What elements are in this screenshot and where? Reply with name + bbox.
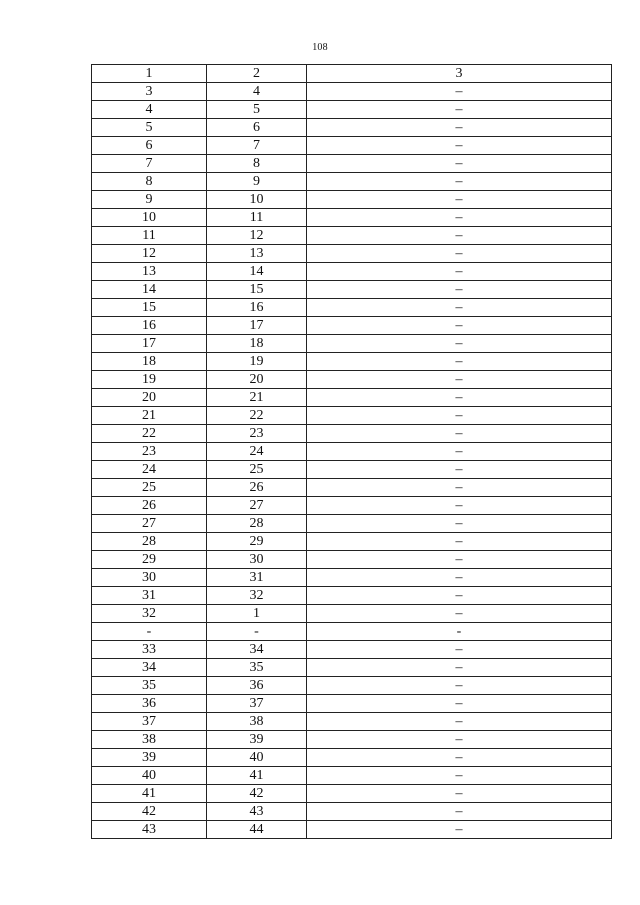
table-row [92, 389, 612, 407]
table-cell-col1: 24 [92, 461, 207, 479]
table-cell-col1: 33 [92, 641, 207, 659]
table-cell-col2: 7 [207, 137, 307, 155]
table-cell-col3: – [307, 587, 612, 605]
table-cell-col3: – [307, 677, 612, 695]
table-cell-col3: – [307, 209, 612, 227]
table-cell-col3: – [307, 497, 612, 515]
table-cell-col1: 36 [92, 695, 207, 713]
table-cell-col2: 30 [207, 551, 307, 569]
table-cell-col1: 18 [92, 353, 207, 371]
table-row [92, 659, 612, 677]
table-cell-col3: – [307, 767, 612, 785]
table-cell-col1: 9 [92, 191, 207, 209]
table-cell-col3: – [307, 245, 612, 263]
table-cell-col3: – [307, 425, 612, 443]
table-cell-col2: 14 [207, 263, 307, 281]
table-cell-col2: 41 [207, 767, 307, 785]
table-row [92, 533, 612, 551]
table-cell-col3: – [307, 695, 612, 713]
table-cell-col3: – [307, 119, 612, 137]
table-cell-col2: 29 [207, 533, 307, 551]
table-cell-col1: 43 [92, 821, 207, 839]
table-row [92, 785, 612, 803]
table-cell-col1: 22 [92, 425, 207, 443]
table-cell-col3: – [307, 281, 612, 299]
table-row [92, 767, 612, 785]
table-cell-col3: – [307, 155, 612, 173]
table-cell-col2: 39 [207, 731, 307, 749]
table-cell-col3: – [307, 83, 612, 101]
table-row [92, 515, 612, 533]
table-cell-col3: – [307, 263, 612, 281]
table-cell-col2: 10 [207, 191, 307, 209]
table-cell-col1: 5 [92, 119, 207, 137]
table-row [92, 227, 612, 245]
table-cell-col3: – [307, 227, 612, 245]
table-cell-col2: 13 [207, 245, 307, 263]
table-row [92, 695, 612, 713]
table-row [92, 281, 612, 299]
table-cell-col1: 38 [92, 731, 207, 749]
table-cell-col3: – [307, 785, 612, 803]
table-cell-col1: 11 [92, 227, 207, 245]
table-cell-col3: – [307, 443, 612, 461]
table-cell-col1: 8 [92, 173, 207, 191]
table-cell-col1: 34 [92, 659, 207, 677]
table-row [92, 731, 612, 749]
table-cell-col3: – [307, 389, 612, 407]
table-cell-col3: – [307, 407, 612, 425]
table-cell-col2: 28 [207, 515, 307, 533]
data-table [91, 64, 612, 839]
table-cell-col3: – [307, 749, 612, 767]
table-cell-col2: 26 [207, 479, 307, 497]
table-cell-col2: 11 [207, 209, 307, 227]
table-cell-col1: 39 [92, 749, 207, 767]
table-cell-col1: 10 [92, 209, 207, 227]
table-row [92, 119, 612, 137]
table-cell-col2: 25 [207, 461, 307, 479]
table-cell-col3: – [307, 173, 612, 191]
table-cell-col3: – [307, 353, 612, 371]
table-cell-col1: 3 [92, 83, 207, 101]
table-cell-col2: 24 [207, 443, 307, 461]
table-cell-col1: 31 [92, 587, 207, 605]
column-header-1: 1 [92, 65, 207, 83]
table-cell-col2: 16 [207, 299, 307, 317]
table-cell-col2: 12 [207, 227, 307, 245]
table-cell-col2: 6 [207, 119, 307, 137]
table-cell-col1: 28 [92, 533, 207, 551]
table-cell-col1: 37 [92, 713, 207, 731]
table-cell-col2: 31 [207, 569, 307, 587]
table-cell-col1: 14 [92, 281, 207, 299]
table-cell-col2: 37 [207, 695, 307, 713]
table-row [92, 497, 612, 515]
table-cell-col2: 22 [207, 407, 307, 425]
table-cell-col3: – [307, 101, 612, 119]
table-cell-col1: 40 [92, 767, 207, 785]
table-row [92, 335, 612, 353]
table-row [92, 803, 612, 821]
table-cell-col1: 29 [92, 551, 207, 569]
table-cell-col1: 23 [92, 443, 207, 461]
table-row [92, 371, 612, 389]
table-cell-col3: – [307, 515, 612, 533]
table-cell-col2: 4 [207, 83, 307, 101]
table-cell-col2: 40 [207, 749, 307, 767]
table-row [92, 605, 612, 623]
table-cell-col3: – [307, 533, 612, 551]
table-row [92, 263, 612, 281]
table-cell-col1: 7 [92, 155, 207, 173]
table-row [92, 551, 612, 569]
table-cell-col2: 15 [207, 281, 307, 299]
table-row [92, 443, 612, 461]
table-cell-col2: 18 [207, 335, 307, 353]
table-cell-col3: – [307, 299, 612, 317]
table-row [92, 569, 612, 587]
table-row [92, 353, 612, 371]
table-cell-col3: – [307, 461, 612, 479]
table-row [92, 191, 612, 209]
table-row [92, 245, 612, 263]
table-row [92, 83, 612, 101]
table-row [92, 821, 612, 839]
table-cell-col1: 21 [92, 407, 207, 425]
table-cell-col2: 34 [207, 641, 307, 659]
table-cell-col2: 43 [207, 803, 307, 821]
table-cell-col2: 35 [207, 659, 307, 677]
table-cell-col3: – [307, 641, 612, 659]
column-header-3: 3 [307, 65, 612, 83]
table-cell-col1: 32 [92, 605, 207, 623]
table-row [92, 317, 612, 335]
table-row [92, 209, 612, 227]
table-cell-col2: 1 [207, 605, 307, 623]
table-cell-col3: – [307, 659, 612, 677]
table-row [92, 623, 612, 641]
table-cell-col1: 25 [92, 479, 207, 497]
table-cell-col2: 9 [207, 173, 307, 191]
table-cell-col2: 21 [207, 389, 307, 407]
table-cell-col3: – [307, 371, 612, 389]
table-cell-col1: 4 [92, 101, 207, 119]
table-cell-col1: 12 [92, 245, 207, 263]
table-cell-col3: – [307, 731, 612, 749]
table-cell-col1: 35 [92, 677, 207, 695]
table-row [92, 299, 612, 317]
table-row [92, 407, 612, 425]
table-cell-col1: 6 [92, 137, 207, 155]
table-cell-col3: – [307, 191, 612, 209]
table-cell-col2: 5 [207, 101, 307, 119]
table-cell-col2: 32 [207, 587, 307, 605]
table-cell-col3: – [307, 821, 612, 839]
table-body [92, 65, 612, 839]
table-cell-col2: 36 [207, 677, 307, 695]
table-cell-col1: 41 [92, 785, 207, 803]
table-row [92, 461, 612, 479]
table-cell-col3: – [307, 479, 612, 497]
table-row [92, 749, 612, 767]
table-row [92, 677, 612, 695]
table-row [92, 713, 612, 731]
table-cell-col3: – [307, 713, 612, 731]
table-row [92, 101, 612, 119]
table-cell-col3: – [307, 551, 612, 569]
page-number: 108 [312, 42, 328, 53]
table-cell-col1: 20 [92, 389, 207, 407]
table-header-row [92, 65, 612, 83]
table-cell-col3: – [307, 335, 612, 353]
table-cell-col2: 42 [207, 785, 307, 803]
table-cell-col3: – [307, 569, 612, 587]
table-cell-col2: 38 [207, 713, 307, 731]
table-row [92, 587, 612, 605]
column-header-2: 2 [207, 65, 307, 83]
table-cell-col1: 13 [92, 263, 207, 281]
table-cell-col1: 16 [92, 317, 207, 335]
table-cell-col1: 26 [92, 497, 207, 515]
table-cell-col1: 27 [92, 515, 207, 533]
table-cell-col2: 44 [207, 821, 307, 839]
table-cell-col3: – [307, 803, 612, 821]
table-cell-col1: 42 [92, 803, 207, 821]
table-cell-col2: 8 [207, 155, 307, 173]
table-row [92, 641, 612, 659]
table-cell-col3: – [307, 137, 612, 155]
table-cell-col2: - [207, 623, 307, 641]
table-row [92, 425, 612, 443]
table-cell-col2: 19 [207, 353, 307, 371]
table-row [92, 137, 612, 155]
table-cell-col1: 15 [92, 299, 207, 317]
table-row [92, 479, 612, 497]
table-cell-col1: 17 [92, 335, 207, 353]
table-cell-col1: - [92, 623, 207, 641]
table-row [92, 155, 612, 173]
table-cell-col1: 19 [92, 371, 207, 389]
table-cell-col3: – [307, 605, 612, 623]
table-cell-col3: - [307, 623, 612, 641]
table-cell-col2: 17 [207, 317, 307, 335]
table-cell-col3: – [307, 317, 612, 335]
table-row [92, 173, 612, 191]
table-cell-col2: 27 [207, 497, 307, 515]
table-cell-col1: 30 [92, 569, 207, 587]
table-cell-col2: 23 [207, 425, 307, 443]
table-cell-col2: 20 [207, 371, 307, 389]
